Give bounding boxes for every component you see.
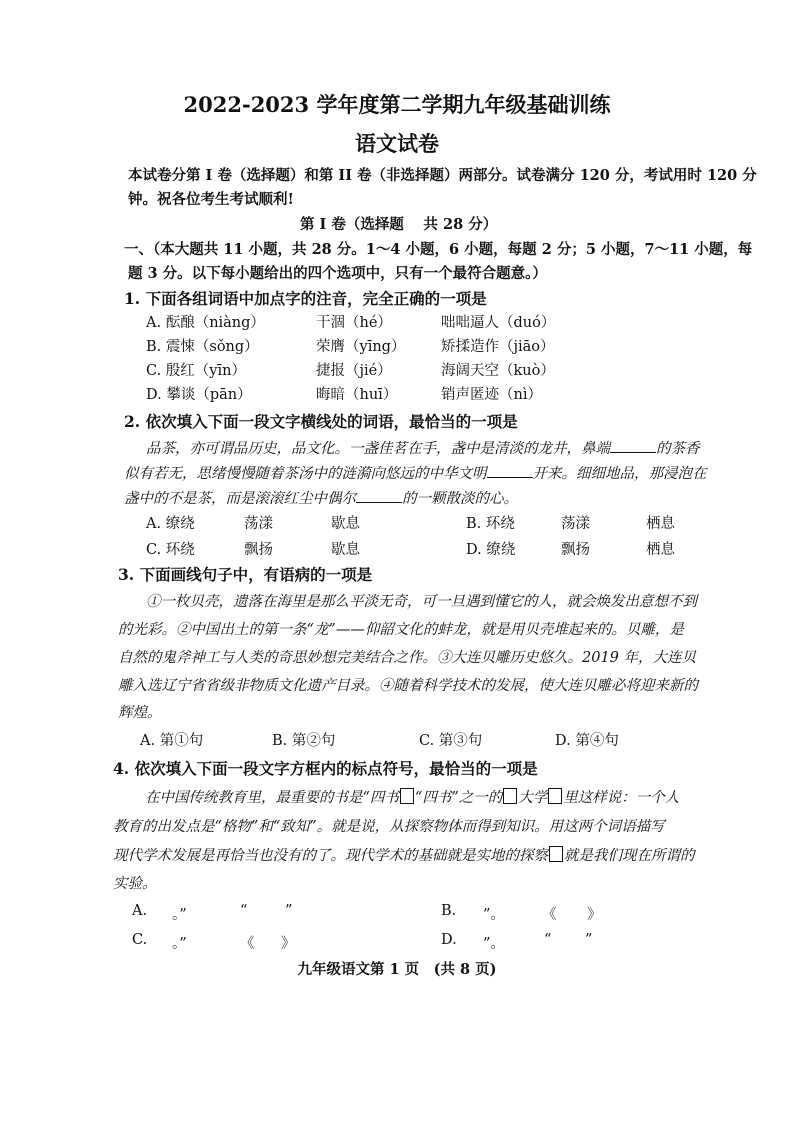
q1-a-word3: 咄咄逼人（duó）: [441, 315, 556, 331]
q2-b-w2: 荡漾: [561, 516, 590, 532]
q4-passage-line-3: [113, 844, 695, 865]
q2-d-w3: 栖息: [646, 542, 675, 558]
blank-line: [487, 477, 533, 478]
question-1-stem: 1. 下面各组词语中加点字的注音，完全正确的一项是: [124, 289, 487, 308]
q4-d-p2: “: [544, 932, 552, 948]
section-heading: 第 I 卷（选择题 共 28 分）: [300, 216, 498, 233]
q4-c-p2: 《: [240, 936, 255, 952]
answer-box: [549, 846, 563, 862]
exam-subtitle: 语文试卷: [355, 131, 439, 156]
q3-passage-line-2: 的光彩。②中国出土的第一条“龙”——仰韶文化的蚌龙，就是用贝壳堆起来的。贝雕，是: [118, 622, 684, 638]
q2-c-label: C. 环绕: [146, 542, 195, 558]
q1-d-word3: 销声匿迹（nì）: [441, 387, 542, 403]
answer-box: [503, 788, 517, 804]
q2-b-w3: 栖息: [646, 516, 675, 532]
exam-title: 2022-2023 学年度第二学期九年级基础训练: [183, 92, 611, 117]
q1-c-word3: 海阔天空（kuò）: [441, 363, 555, 379]
q4-text-a: 在中国传统教育里，最重要的书是“四书: [145, 790, 399, 806]
q4-a-p3: ”: [285, 903, 293, 919]
q4-d-p1: ”。: [483, 936, 505, 952]
q1-b-word2: 荣膺（yīng）: [316, 339, 406, 355]
question-4-stem: 4. 依次填入下面一段文字方框内的标点符号，最恰当的一项是: [113, 759, 538, 778]
q4-text-f: 就是我们现在所谓的: [564, 848, 695, 864]
q2-text-f: 的一颗散淡的心。: [402, 491, 518, 507]
q4-passage-line-1: [145, 786, 679, 807]
q3-option-c: C. 第③句: [419, 733, 483, 749]
q3-passage-line-4: 雕入选辽宁省省级非物质文化遗产目录。④随着科学技术的发展，使大连贝雕必将迎来新的: [118, 678, 698, 694]
q4-b-p1: ”。: [483, 907, 505, 923]
q4-b-p3: 》: [587, 907, 602, 923]
q1-d-word1: D. 攀谈（pān）: [146, 387, 252, 403]
q4-a-label: A.: [132, 903, 148, 919]
q3-option-b: B. 第②句: [272, 733, 336, 749]
q4-passage-line-2: 教育的出发点是“格物”和“致知”。就是说，从探察物体而得到知识。用这两个词语描写: [113, 819, 665, 835]
section-instruction-1: 一、（本大题共 11 小题，共 28 分。1～4 小题，6 小题，每题 2 分；5 小题，7～11 小题，每: [124, 241, 753, 258]
q2-passage-line-3: [124, 487, 518, 508]
q4-text-c: 大学: [518, 790, 548, 806]
question-2-stem: 2. 依次填入下面一段文字横线处的词语，最恰当的一项是: [124, 412, 518, 431]
q1-d-word2: 晦暗（huī）: [316, 387, 398, 403]
q4-c-label: C.: [132, 932, 148, 948]
q3-passage-line-1: ①一枚贝壳，遗落在海里是那么平淡无奇，可一旦遇到懂它的人，就会焕发出意想不到: [146, 594, 697, 610]
q4-d-p3: ”: [585, 932, 593, 948]
q2-text-b: 的茶香: [656, 441, 700, 457]
q2-a-w2: 荡漾: [244, 516, 273, 532]
q4-text-e: 现代学术发展是再恰当也没有的了。现代学术的基础就是实地的探察: [113, 848, 548, 864]
blank-line: [610, 452, 656, 453]
q4-passage-line-4: 实验。: [113, 876, 157, 892]
q2-a-w3: 歇息: [331, 516, 360, 532]
q2-text-a: 品茶，亦可谓品历史，品文化。一盏佳茗在手，盏中是清淡的龙井，鼻端: [146, 441, 610, 457]
q2-d-w2: 飘扬: [561, 542, 590, 558]
q3-passage-line-5: 辉煌。: [118, 705, 162, 721]
section-instruction-2: 题 3 分。以下每小题给出的四个选项中，只有一个最符合题意。）: [128, 265, 547, 282]
q4-text-b: “四书”之一的: [414, 790, 503, 806]
blank-line: [356, 502, 402, 503]
q2-d-label: D. 缭绕: [466, 542, 516, 558]
answer-box: [548, 788, 562, 804]
q2-c-w3: 歇息: [331, 542, 360, 558]
q2-passage-line-2: [124, 462, 707, 483]
page-footer: 九年级语文第 1 页 (共 8 页): [297, 961, 497, 978]
q4-c-p3: 》: [281, 936, 296, 952]
q2-a-label: A. 缭绕: [146, 516, 195, 532]
q2-passage-line-1: [146, 437, 700, 458]
q4-text-d: 里这样说：一个人: [563, 790, 680, 806]
q2-b-label: B. 环绕: [466, 516, 515, 532]
q2-text-c: 似有若无，思绪慢慢随着茶汤中的涟漪向悠远的中华文明: [124, 466, 487, 482]
answer-box: [400, 788, 414, 804]
q4-a-p1: 。”: [172, 907, 187, 923]
q1-b-word3: 矫揉造作（jiāo）: [441, 339, 555, 355]
q4-c-p1: 。”: [172, 936, 187, 952]
q3-option-a: A. 第①句: [140, 733, 204, 749]
q1-b-word1: B. 震悚（sǒng）: [146, 339, 259, 355]
q1-c-word1: C. 殷红（yīn）: [146, 363, 246, 379]
q1-a-word1: A. 酝酿（niàng）: [146, 315, 265, 331]
intro-line-2: 钟。祝各位考生考试顺利!: [128, 191, 294, 208]
q1-c-word2: 捷报（jié）: [316, 363, 392, 379]
q2-text-d: 开来。细细地品，那浸泡在: [532, 466, 707, 482]
q2-c-w2: 飘扬: [244, 542, 273, 558]
q2-text-e: 盏中的不是茶，而是滚滚红尘中偶尔: [124, 491, 356, 507]
q4-b-p2: 《: [542, 907, 557, 923]
intro-line-1: 本试卷分第 I 卷（选择题）和第 II 卷（非选择题）两部分。试卷满分 120 分，考试用时 120 分: [128, 167, 757, 184]
q3-option-d: D. 第④句: [555, 733, 619, 749]
q3-passage-line-3: 自然的鬼斧神工与人类的奇思妙想完美结合之作。③大连贝雕历史悠久。2019 年，大连贝: [118, 650, 697, 666]
q1-a-word2: 干涸（hé）: [316, 315, 392, 331]
q4-b-label: B.: [441, 903, 457, 919]
q4-a-p2: “: [240, 903, 248, 919]
q4-d-label: D.: [441, 932, 457, 948]
question-3-stem: 3. 下面画线句子中，有语病的一项是: [118, 565, 373, 584]
